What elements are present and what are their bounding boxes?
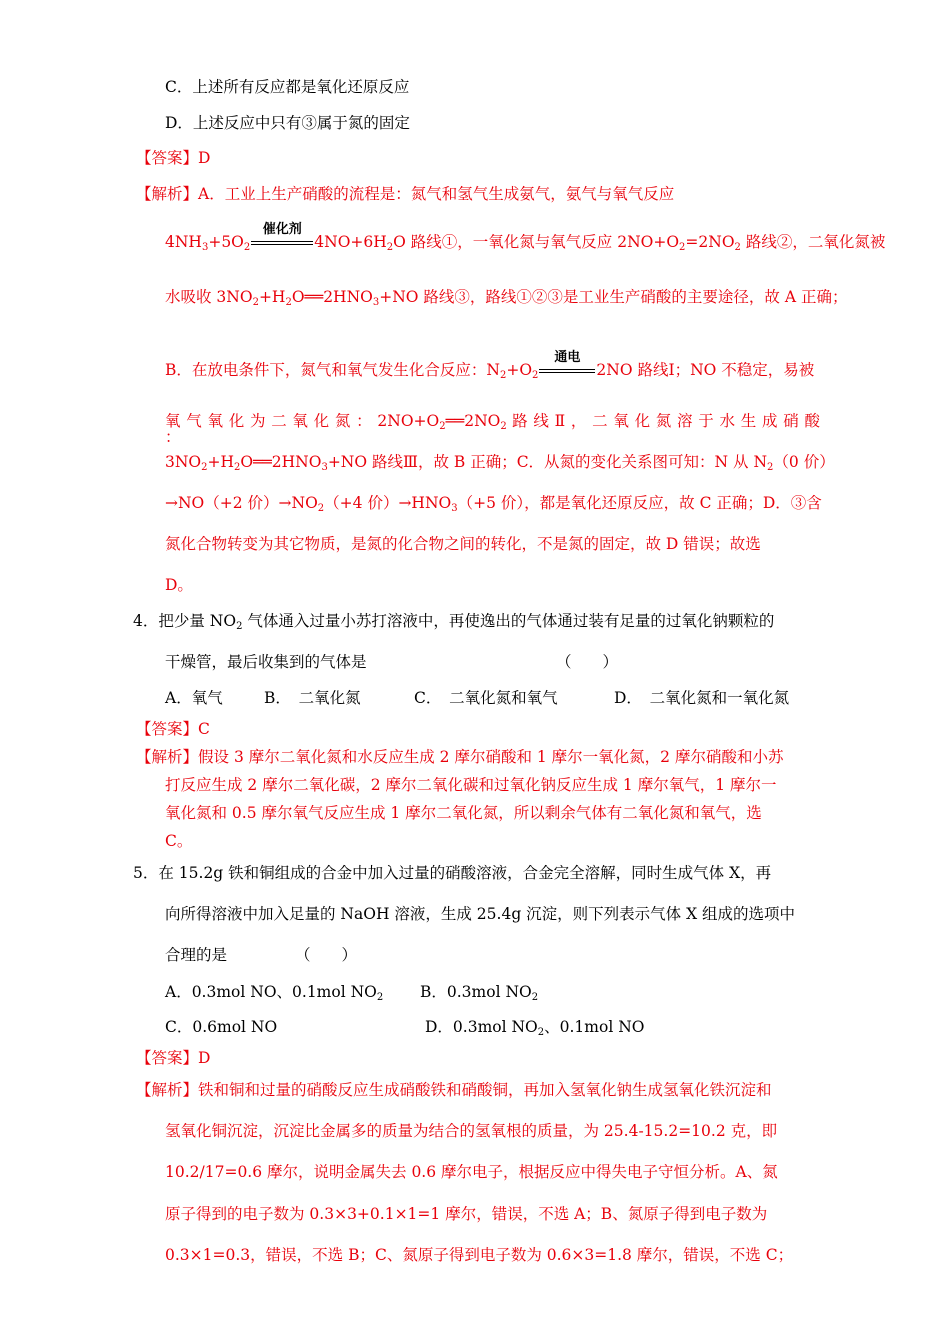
analysis-label: 【解析】 [136, 1081, 199, 1099]
catalyst-arrow [251, 222, 313, 245]
q4-option-a: A．氧气 [165, 689, 223, 707]
q5-analysis-line-5: 0.3×1=0.3，错误，不选 B；C、氮原子得到电子数为 0.6×3=1.8 摩尔，错误，不选 C； [165, 1246, 794, 1264]
q3-analysis-line-2: $4NH_3+5O_2$ 催化剂 $4NO+6H_2O$ 路线①，一氧化氮与氧气反应 $2NO+O_2=2NO_2$ 路线②，二氧化氮被 [165, 222, 886, 253]
electric-label: 通电 [554, 350, 581, 365]
answer-value: D [198, 1049, 211, 1067]
q4-stem-line-1: 4．把少量 $NO_2$ 气体通入过量小苏打溶液中，再使逸出的气体通过装有足量的过氧化钠颗粒的 [133, 612, 775, 632]
q3-analysis-line-8: 氮化合物转变为其它物质，是氮的化合物之间的转化，不是氮的固定，故 D 错误；故选 [165, 535, 761, 553]
q3-analysis-line-7: →NO（+2 价）$\to NO_2(+4$ 价）$\to HNO_3(+5$ 价），都是氧化还原反应，故 C 正确；D．③含 [165, 494, 822, 514]
q5-analysis-line-1: 【解析】铁和铜和过量的硝酸反应生成硝酸铁和硝酸铜，再加入氢氧化钠生成氢氧化铁沉淀和 [136, 1081, 772, 1099]
answer-value: D [198, 149, 211, 167]
analysis-label: 【解析】 [136, 185, 199, 203]
answer-label: 【答案】 [136, 1049, 199, 1067]
q5-stem-line-2: 向所得溶液中加入足量的 NaOH 溶液，生成 25.4g 沉淀，则下列表示气体 X 组成的选项中 [165, 905, 796, 923]
q5-analysis-line-2: 氢氧化铜沉淀，沉淀比金属多的质量为结合的氢氧根的质量，为 25.4-15.2=10.2 克，即 [165, 1122, 778, 1140]
q4-analysis-line-4: C。 [165, 832, 193, 850]
answer-value: C [198, 720, 210, 738]
q3-analysis-line-9: D。 [165, 576, 193, 594]
q4-answer-blank: （ ） [556, 653, 619, 671]
catalyst-label: 催化剂 [262, 222, 302, 237]
q5-option-b: B．0.3mol $NO_2$ [420, 983, 539, 1003]
q5-analysis-line-3: 10.2/17=0.6 摩尔，说明金属失去 0.6 摩尔电子，根据反应中得失电子守恒分析。A、氮 [165, 1163, 778, 1181]
q4-analysis-line-1: 【解析】假设 3 摩尔二氧化氮和水反应生成 2 摩尔硝酸和 1 摩尔一氧化氮，2 摩尔硝酸和小苏 [136, 748, 784, 766]
answer-label: 【答案】 [136, 149, 199, 167]
q4-option-b: B． 二氧化氮 [264, 689, 361, 707]
electric-arrow [539, 350, 595, 373]
q4-option-c: C． 二氧化氮和氧气 [414, 689, 558, 707]
q5-analysis-line-4: 原子得到的电子数为 0.3×3+0.1×1=1 摩尔，错误，不选 A；B、氮原子得到电子数为 [165, 1205, 768, 1223]
q4-stem-line-2: 干燥管，最后收集到的气体是 [165, 653, 367, 671]
q5-option-c: C．0.6mol NO [165, 1018, 278, 1036]
q3-analysis-line-3: 水吸收 $3NO_2+H_2O══2HNO_3+NO$ 路线③，路线①②③是工业生产硝酸的主要途径，故 A 正确； [165, 288, 848, 308]
q3-analysis-line-1: 【解析】A．工业上生产硝酸的流程是：氮气和氢气生成氨气，氨气与氧气反应 [136, 185, 675, 203]
q3-answer [136, 151, 210, 167]
q4-answer [136, 722, 210, 738]
q5-option-d: D．0.3mol $NO_2$、0.1mol NO [425, 1018, 645, 1038]
q5-answer-blank: （ ） [295, 946, 358, 964]
q3-analysis-line-6: $3NO_2+H_2O══2HNO_3+NO$ 路线Ⅲ，故 B 正确；C．从氮的变化关系图可知：N 从 $N_2(0$ 价） [165, 453, 835, 473]
q3-analysis-line-4: B．在放电条件下，氮气和氧气发生化合反应：$N_2+O_2$ 通电 2NO 路线Ⅰ；NO 不稳定，易被 [165, 350, 815, 381]
analysis-label: 【解析】 [136, 748, 199, 766]
q4-analysis-line-3: 氧化氮和 0.5 摩尔氧气反应生成 1 摩尔二氧化氮，所以剩余气体有二氧化氮和氧气，选 [165, 804, 762, 822]
q3-analysis-line-5: 氧 气 氧 化 为 二 氧 化 氮 ： $2NO+O_2══2NO_2$ 路 线 Ⅱ ， 二 氧 化 氮 溶 于 水 生 成 硝 酸 ： [165, 412, 820, 446]
answer-label: 【答案】 [136, 720, 199, 738]
q5-option-a: A．0.3mol NO、0.1mol $NO_2$ [165, 983, 384, 1003]
q5-stem-line-3: 合理的是 [165, 946, 228, 964]
q4-option-d: D． 二氧化氮和一氧化氮 [614, 689, 790, 707]
q5-stem-line-1: 5．在 15.2g 铁和铜组成的合金中加入过量的硝酸溶液，合金完全溶解，同时生成气体 X，再 [133, 864, 772, 882]
q3-option-c: C．上述所有反应都是氧化还原反应 [165, 78, 410, 96]
q4-analysis-line-2: 打反应生成 2 摩尔二氧化碳，2 摩尔二氧化碳和过氧化钠反应生成 1 摩尔氧气，1 摩尔一 [165, 776, 777, 794]
q5-answer [136, 1051, 210, 1067]
q3-option-d: D．上述反应中只有③属于氮的固定 [165, 114, 410, 132]
